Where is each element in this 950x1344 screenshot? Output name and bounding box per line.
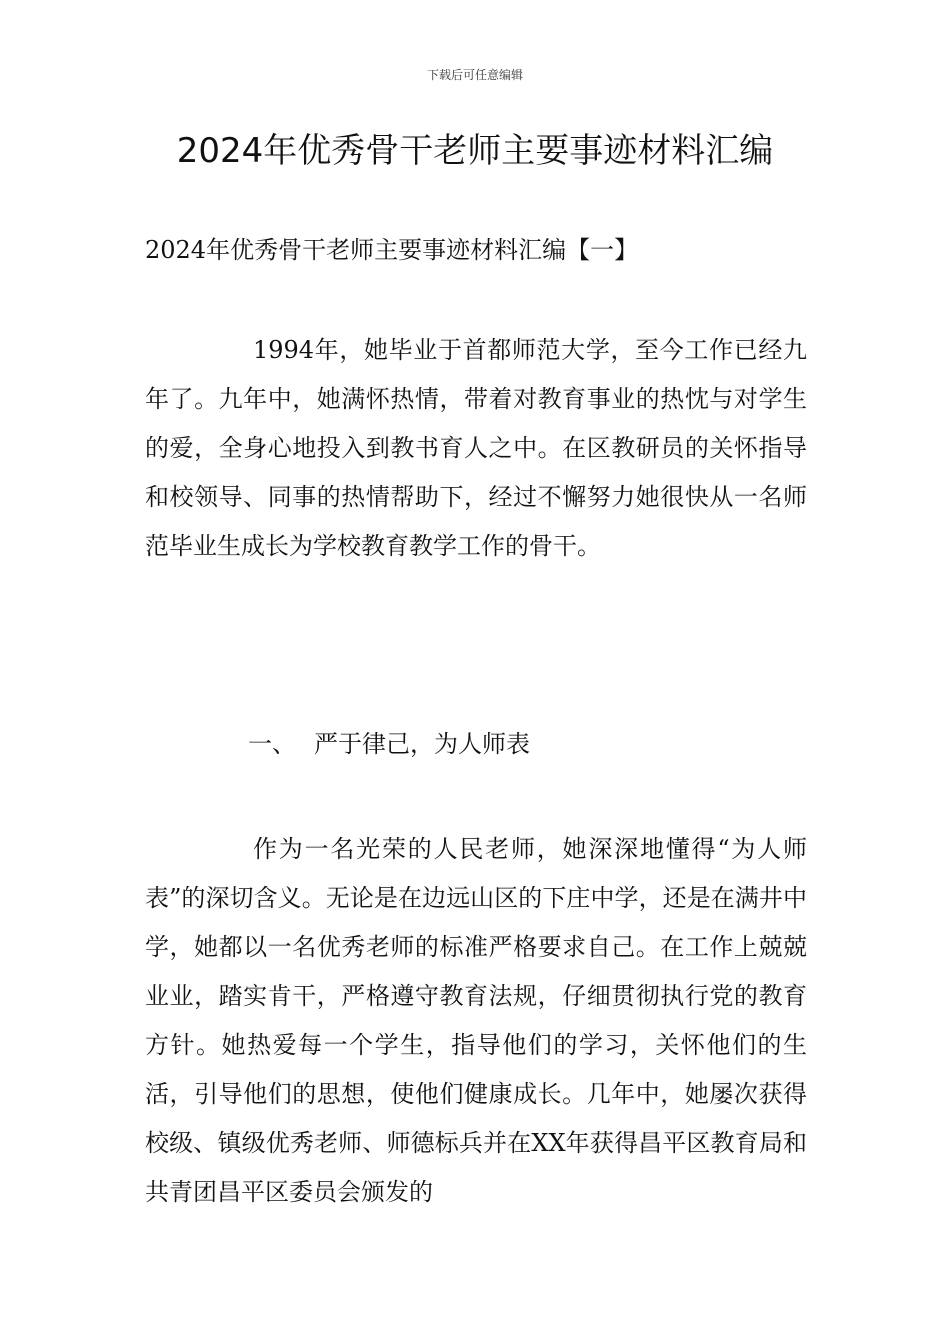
paragraph-1: 1994年，她毕业于首都师范大学，至今工作已经九年了。九年中，她满怀热情，带着对教育事业的热忱与对学生的爱，全身心地投入到教书育人之中。在区教研员的关怀指导和校领导、同事的热情帮助下，经过不懈努力她很快从一名师范毕业生成长为学校教育教学工作的骨干。 [145,336,807,560]
heading-1-number: 一、 [248,730,296,758]
document-title: 2024年优秀骨干老师主要事迹材料汇编 [176,131,774,171]
heading-1 [248,720,530,768]
header-note: 下载后可任意编辑 [426,68,523,82]
heading-1-text: 严于律己，为人师表 [314,730,530,758]
section-title: 2024年优秀骨干老师主要事迹材料汇编【一】 [145,236,639,264]
paragraph-2: 作为一名光荣的人民老师，她深深地懂得“为人师表”的深切含义。无论是在边远山区的下庄中学，还是在满井中学，她都以一名优秀老师的标准严格要求自己。在工作上兢兢业业，踏实肯干，严格遵守教育法规，仔细贯彻执行党的教育方针。她热爱每一个学生，指导他们的学习，关怀他们的生活，引导他们的思想，使他们健康成长。几年中，她屡次获得校级、镇级优秀老师、师德标兵并在XX年获得昌平区教育局和共青团昌平区委员会颁发的 [145,835,807,1206]
